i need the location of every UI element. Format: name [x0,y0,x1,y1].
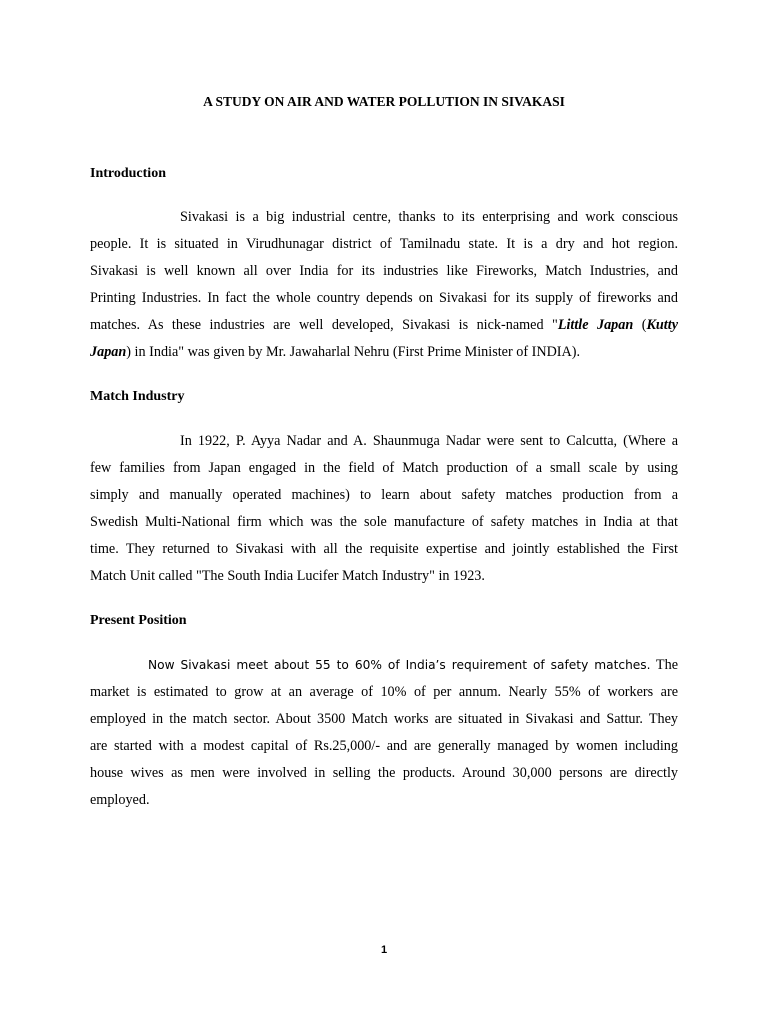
text-line: Sivakasi is a big industrial centre, thanks to its enterprising and work conscious [180,209,678,225]
page-number: 1 [380,944,388,956]
text-run: matches. As these industries are well developed, Sivakasi is nick-named " [90,317,558,333]
text-line: Printing Industries. In fact the whole country depends on Sivakasi for its supply of fireworks and [90,290,678,306]
text-run: ) in India" was given by Mr. Jawaharlal Nehru (First Prime Minister of INDIA). [126,344,581,360]
text-run: The [650,657,678,673]
emphasis-text: Little Japan [557,317,634,333]
document-title: A STUDY ON AIR AND WATER POLLUTION IN SIVAKASI [203,94,565,109]
text-line: Sivakasi is well known all over India for its industries like Fireworks, Match Industries, and [90,263,678,279]
text-line: market is estimated to grow at an average of 10% of per annum. Nearly 55% of workers are [90,684,678,700]
text-line [90,339,678,366]
text-line: Match Unit called "The South India Lucifer Match Industry" in 1923. [90,568,485,584]
paragraph-present-position [90,652,678,814]
heading-match-industry: Match Industry [90,389,185,404]
emphasis-text: Japan [90,344,127,360]
text-run: ( [633,317,647,333]
text-line [90,312,678,339]
text-line: house wives as men were involved in selling the products. Around 30,000 persons are directly [90,765,678,781]
text-run: Now Sivakasi meet about 55 to 60% of India’s requirement of safety matches. [148,658,651,672]
text-line: few families from Japan engaged in the field of Match production of a small scale by using [90,460,678,476]
text-line: time. They returned to Sivakasi with all the requisite expertise and jointly established the First [90,541,678,557]
text-line: employed in the match sector. About 3500 Match works are situated in Sivakasi and Sattur. They [90,711,678,727]
text-line: employed. [90,792,150,808]
text-line: Swedish Multi-National firm which was the sole manufacture of safety matches in India at that [90,514,678,530]
emphasis-text: Kutty [646,317,678,333]
paragraph-match-industry [90,428,678,590]
text-line: are started with a modest capital of Rs.25,000/- and are generally managed by women including [90,738,678,754]
text-line: In 1922, P. Ayya Nadar and A. Shaunmuga Nadar were sent to Calcutta, (Where a [180,433,678,449]
text-line: people. It is situated in Virudhunagar district of Tamilnadu state. It is a dry and hot region. [90,236,678,252]
heading-present-position: Present Position [90,613,187,628]
text-line: simply and manually operated machines) to learn about safety matches production from a [90,487,678,503]
text-line [90,652,678,679]
paragraph-introduction [90,204,678,366]
heading-introduction: Introduction [90,166,166,181]
